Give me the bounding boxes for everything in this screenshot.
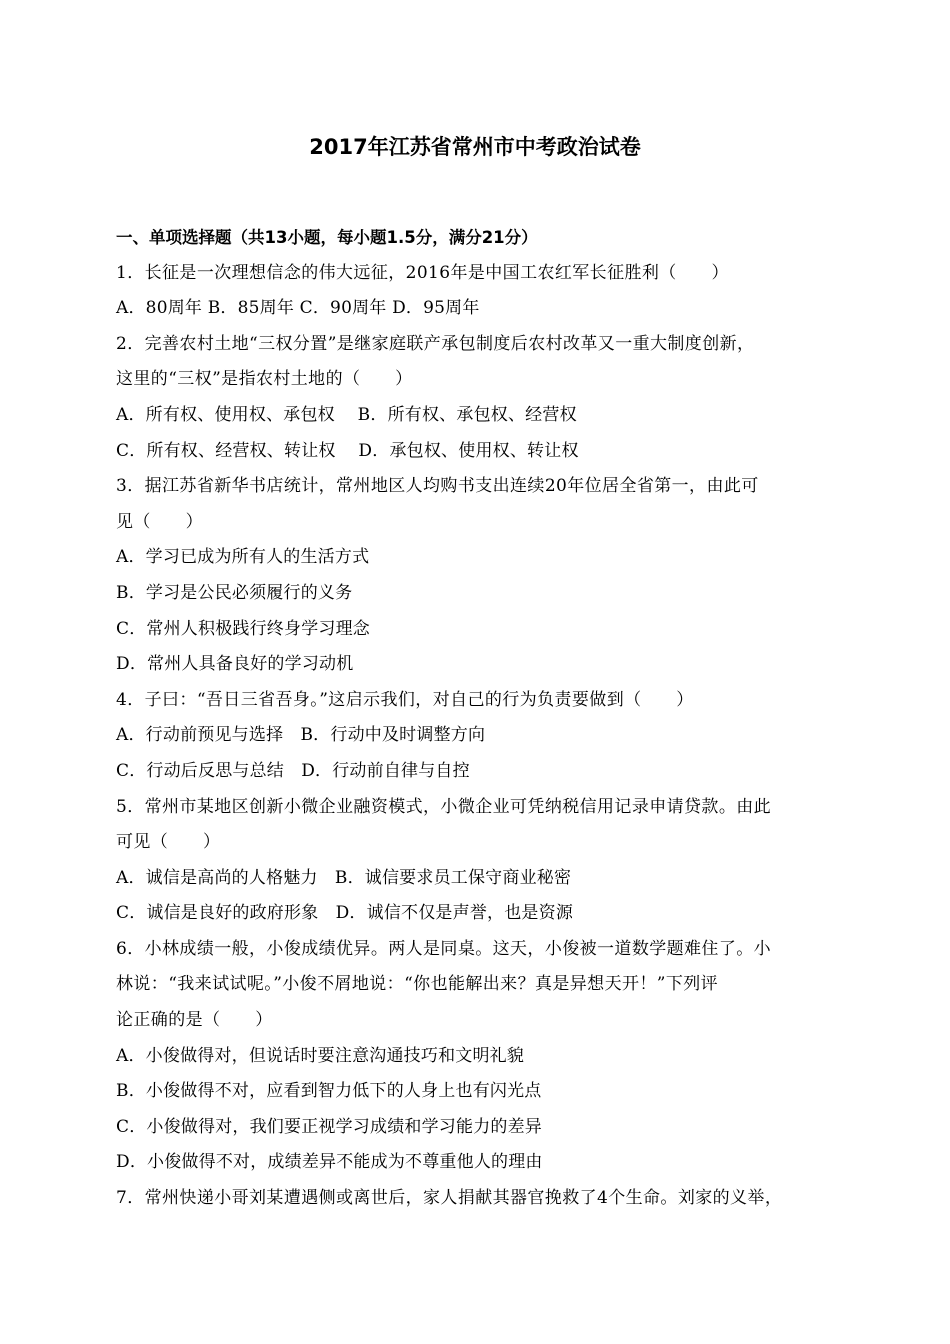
question-7-stem: 7．常州快递小哥刘某遭遇侧或离世后，家人捐献其器官挽救了4个生命。刘家的义举， xyxy=(116,1188,783,1209)
question-3-stem: 3．据江苏省新华书店统计，常州地区人均购书支出连续20年位居全省第一，由此可 xyxy=(116,476,759,497)
question-6-stem-end: 论正确的是（ ） xyxy=(116,1010,273,1031)
question-6-option-b: B．小俊做得不对，应看到智力低下的人身上也有闪光点 xyxy=(116,1081,542,1102)
section-heading: 一、单项选择题（共13小题，每小题1.5分，满分21分） xyxy=(116,228,538,247)
question-1-stem: 1．长征是一次理想信念的伟大远征，2016年是中国工农红军长征胜利（ ） xyxy=(116,262,729,283)
question-3-option-b: B．学习是公民必须履行的义务 xyxy=(116,582,353,603)
question-6-option-a: A．小俊做得对，但说话时要注意沟通技巧和文明礼貌 xyxy=(116,1045,525,1066)
question-3-option-c: C．常州人积极践行终身学习理念 xyxy=(116,618,371,639)
question-6-stem-continued: 林说：“我来试试呢。”小俊不屑地说：“你也能解出来？真是异想天开！”下列评 xyxy=(116,974,719,995)
exam-content xyxy=(116,220,846,1217)
question-5-stem: 5．常州市某地区创新小微企业融资模式，小微企业可凭纳税信用记录申请贷款。由此 xyxy=(116,796,772,817)
question-5-options-ab: A．诚信是高尚的人格魅力 B．诚信要求员工保守商业秘密 xyxy=(116,867,572,888)
question-5-stem-continued: 可见（ ） xyxy=(116,832,221,853)
question-6-option-d: D．小俊做得不对，成绩差异不能成为不尊重他人的理由 xyxy=(116,1152,543,1173)
question-5-options-cd: C．诚信是良好的政府形象 D．诚信不仅是声誉，也是资源 xyxy=(116,903,574,924)
question-4-options-ab: A．行动前预见与选择 B．行动中及时调整方向 xyxy=(116,725,486,746)
question-6-option-c: C．小俊做得对，我们要正视学习成绩和学习能力的差异 xyxy=(116,1116,543,1137)
question-2-stem: 2．完善农村土地“三权分置”是继家庭联产承包制度后农村改革又一重大制度创新， xyxy=(116,333,755,354)
question-2-options-cd: C．所有权、经营权、转让权 D．承包权、使用权、转让权 xyxy=(116,440,579,461)
question-3-option-d: D．常州人具备良好的学习动机 xyxy=(116,654,354,675)
question-4-options-cd: C．行动后反思与总结 D．行动前自律与自控 xyxy=(116,760,470,781)
question-3-option-a: A．学习已成为所有人的生活方式 xyxy=(116,547,370,568)
question-6-stem: 6．小林成绩一般，小俊成绩优异。两人是同桌。这天，小俊被一道数学题难住了。小 xyxy=(116,938,772,959)
question-4-stem: 4．子曰：“吾日三省吾身。”这启示我们，对自己的行为负责要做到（ ） xyxy=(116,689,694,710)
document-title: 2017年江苏省常州市中考政治试卷 xyxy=(309,135,641,159)
question-2-stem-continued: 这里的“三权”是指农村土地的（ ） xyxy=(116,369,413,390)
question-3-stem-continued: 见（ ） xyxy=(116,511,203,532)
question-2-options-ab: A．所有权、使用权、承包权 B．所有权、承包权、经营权 xyxy=(116,404,577,425)
question-1-options: A．80周年 B．85周年 C．90周年 D．95周年 xyxy=(116,298,480,319)
